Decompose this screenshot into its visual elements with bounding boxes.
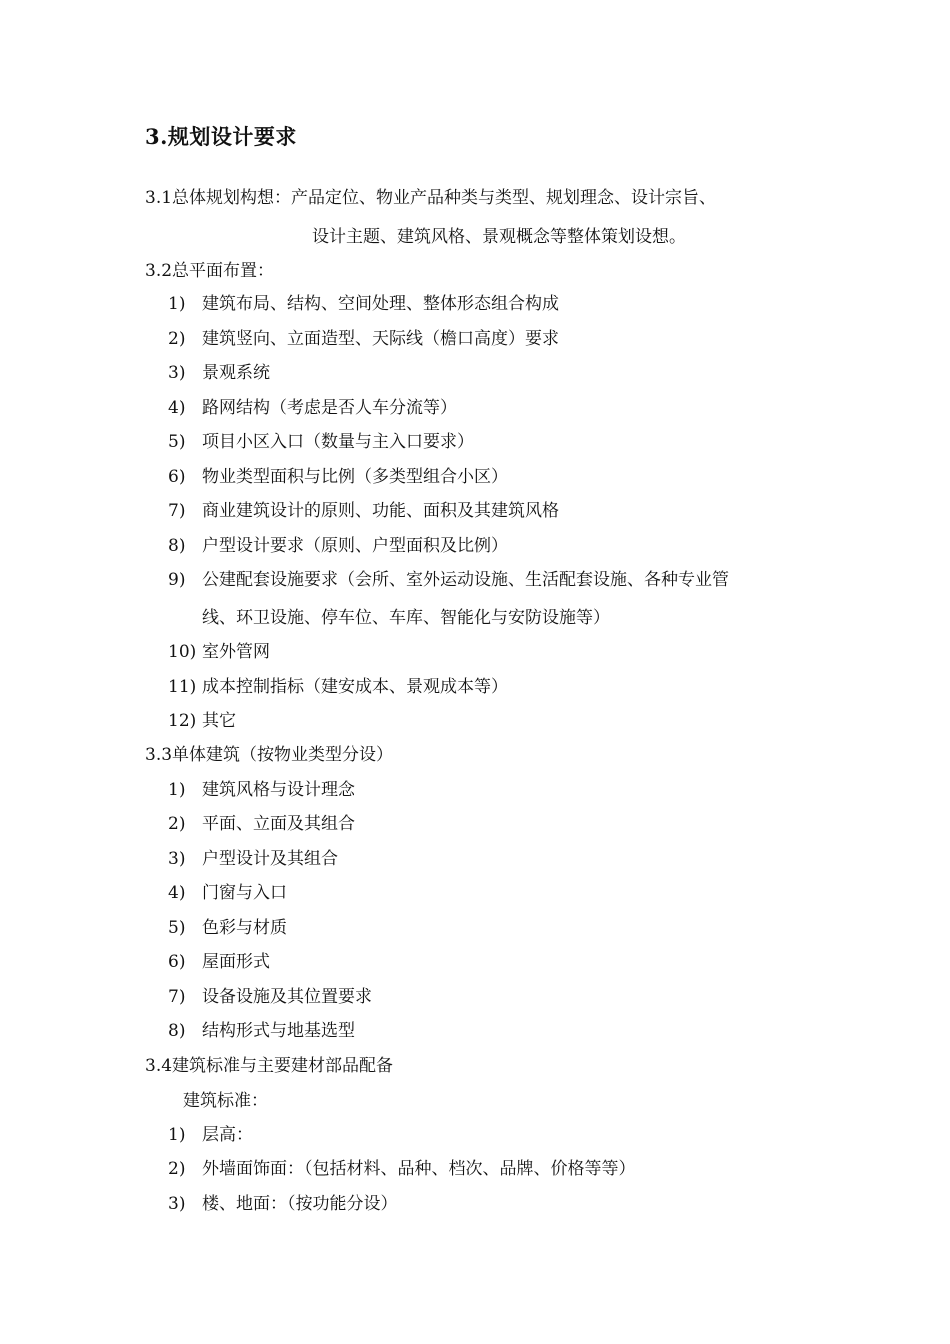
list-number: 2) [168,814,186,834]
subheading-building-standard: 建筑标准： [183,1091,268,1111]
list-number: 10) [168,642,197,662]
list-number: 2) [168,1159,186,1179]
list-number: 3) [168,1194,186,1214]
list-number: 5) [168,918,186,938]
list-item: 建筑风格与设计理念 [202,780,355,800]
list-number: 6) [168,467,186,487]
list-item: 结构形式与地基选型 [202,1021,355,1041]
list-number: 1) [168,1125,186,1145]
section-3-1-title: 3.1总体规划构想：产品定位、物业产品种类与类型、规划理念、设计宗旨、 [145,188,717,208]
list-item: 路网结构（考虑是否人车分流等） [202,398,457,418]
list-number: 9) [168,570,186,590]
list-number: 8) [168,536,186,556]
list-item: 商业建筑设计的原则、功能、面积及其建筑风格 [202,501,559,521]
section-3-2-title: 3.2总平面布置： [145,261,275,281]
section-3-1-continuation: 设计主题、建筑风格、景观概念等整体策划设想。 [312,227,686,247]
list-number: 6) [168,952,186,972]
list-item: 建筑布局、结构、空间处理、整体形态组合构成 [202,294,559,314]
list-item: 楼、地面：（按功能分设） [202,1194,398,1214]
list-item: 平面、立面及其组合 [202,814,355,834]
list-item: 设备设施及其位置要求 [202,987,372,1007]
list-number: 7) [168,987,186,1007]
list-item: 门窗与入口 [202,883,287,903]
list-number: 8) [168,1021,186,1041]
list-item: 室外管网 [202,642,270,662]
section-heading: 3.规划设计要求 [145,124,297,149]
list-item-continuation: 线、环卫设施、停车位、车库、智能化与安防设施等） [202,608,610,628]
section-3-3-title: 3.3单体建筑（按物业类型分设） [145,745,394,765]
section-3-4-title: 3.4建筑标准与主要建材部品配备 [145,1056,394,1076]
list-item: 成本控制指标（建安成本、景观成本等） [202,677,508,697]
list-item: 其它 [202,711,236,731]
list-item: 公建配套设施要求（会所、室外运动设施、生活配套设施、各种专业管 [202,570,729,590]
list-item: 屋面形式 [202,952,270,972]
list-item: 景观系统 [202,363,270,383]
list-item: 色彩与材质 [202,918,287,938]
list-item: 层高： [202,1125,253,1145]
list-number: 4) [168,883,186,903]
list-number: 1) [168,780,186,800]
list-number: 7) [168,501,186,521]
list-number: 12) [168,711,197,731]
list-number: 2) [168,329,186,349]
list-item: 户型设计及其组合 [202,849,338,869]
list-number: 3) [168,849,186,869]
list-number: 3) [168,363,186,383]
list-item: 外墙面饰面：（包括材料、品种、档次、品牌、价格等等） [202,1159,636,1179]
list-item: 户型设计要求（原则、户型面积及比例） [202,536,508,556]
list-number: 1) [168,294,186,314]
list-item: 物业类型面积与比例（多类型组合小区） [202,467,508,487]
list-number: 11) [168,677,197,697]
list-number: 5) [168,432,186,452]
list-number: 4) [168,398,186,418]
list-item: 项目小区入口（数量与主入口要求） [202,432,474,452]
list-item: 建筑竖向、立面造型、天际线（檐口高度）要求 [202,329,559,349]
